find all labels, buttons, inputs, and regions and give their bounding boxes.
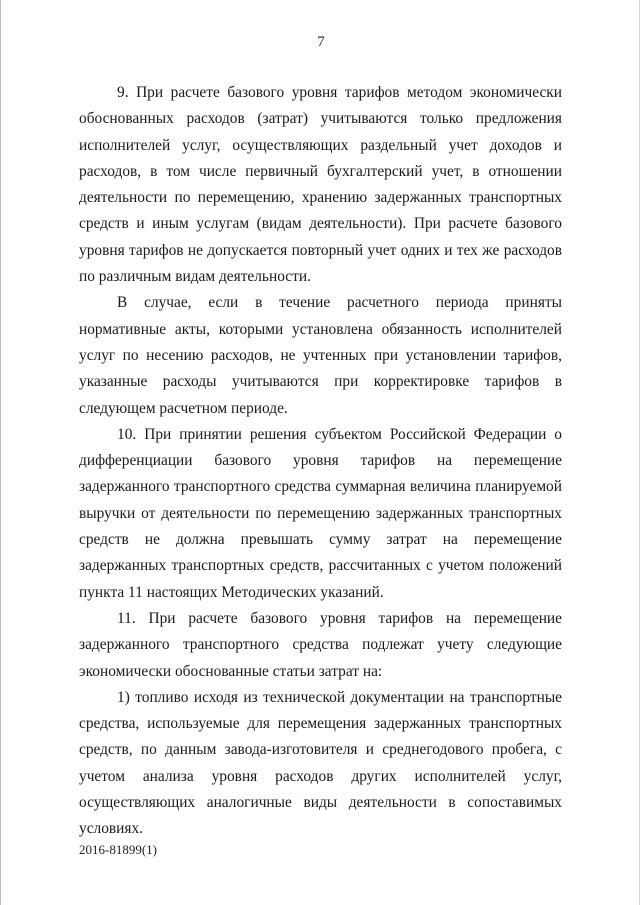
document-code: 2016-81899(1) xyxy=(79,842,157,857)
paragraph-9: 9. При расчете базового уровня тарифов методом экономически обоснованных расходов (затрат) учитываются только предложения исполнителей услуг, осуществляющих раздельный учет доходов и расходов, в том числе первичный бухгалтерский учет, в отношении деятельности по перемещению, хранению задержанных транспортных средств и иным услугам (видам деятельности). При расчете базового уровня тарифов не допускается повторный учет одних и тех же расходов по различным видам деятельности. xyxy=(79,84,562,286)
document-body xyxy=(79,80,562,843)
page-number: 7 xyxy=(317,34,325,50)
paragraph-10: 10. При принятии решения субъектом Российской Федерации о дифференциации базового уровня тарифов на перемещение задержанного транспортного средства суммарная величина планируемой выручки от деятельности по перемещению задержанных транспортных средств не должна превышать сумму затрат на перемещение задержанных транспортных средств, рассчитанных с учетом положений пункта 11 настоящих Методических указаний. xyxy=(79,425,562,601)
paragraph-9-continuation: В случае, если в течение расчетного периода приняты нормативные акты, которыми установлена обязанность исполнителей услуг по несению расходов, не учтенных при установлении тарифов, указанные расходы учитываются при корректировке тарифов в следующем расчетном периоде. xyxy=(79,294,562,417)
paragraph-11: 11. При расчете базового уровня тарифов на перемещение задержанного транспортного средства подлежат учету следующие экономически обоснованные статьи затрат на: xyxy=(79,609,562,680)
paragraph-11-item-1: 1) топливо исходя из технической документации на транспортные средства, используемые для перемещения задержанных транспортных средств, по данным завода-изготовителя и среднегодового пробега, с учетом анализа уровня расходов других исполнителей услуг, осуществляющих аналогичные виды деятельности в сопоставимых условиях. xyxy=(79,688,562,838)
